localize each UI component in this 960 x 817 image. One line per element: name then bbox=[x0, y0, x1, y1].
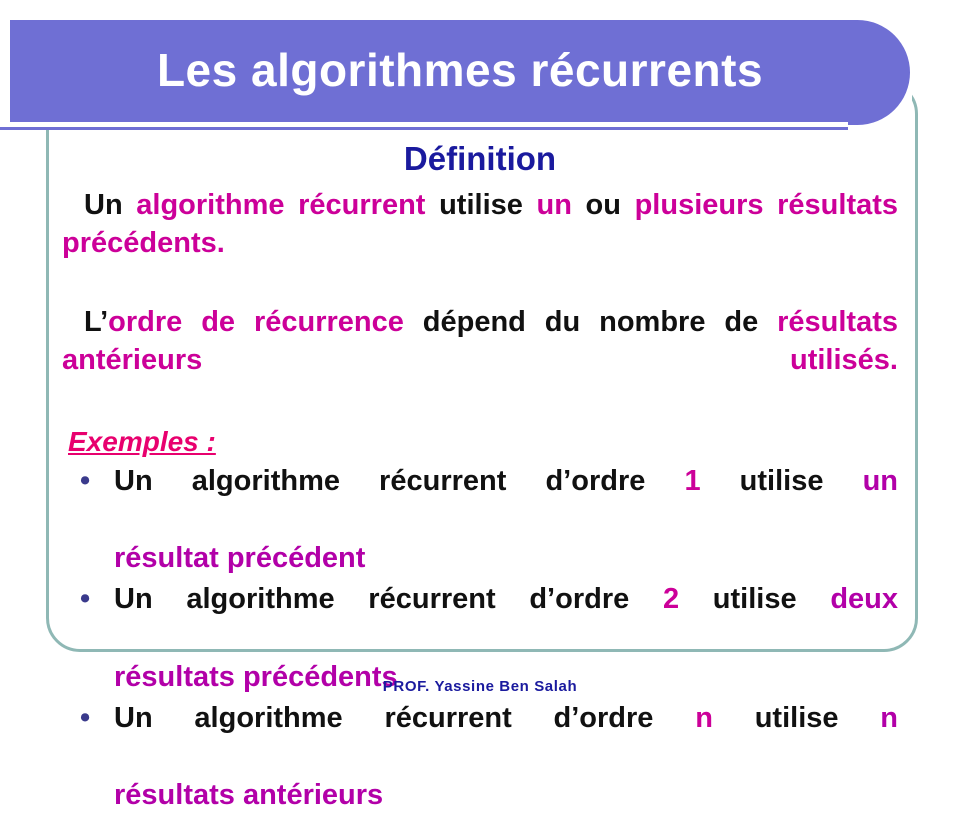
examples-list bbox=[62, 462, 898, 816]
text-segment-highlight: deux bbox=[830, 583, 898, 616]
slide-body bbox=[62, 140, 898, 817]
list-item-line-1 bbox=[114, 580, 898, 658]
text-segment: Un algorithme récurrent d’ordre bbox=[114, 701, 696, 734]
text-segment-highlight: plusieurs résultats précédents. bbox=[62, 189, 899, 260]
text-segment-highlight: ordre de récurrence bbox=[108, 305, 404, 338]
list-item bbox=[62, 462, 898, 579]
bullet-icon: • bbox=[80, 583, 91, 616]
title-underline-shadow bbox=[0, 127, 848, 130]
list-item-line-2: résultat précédent bbox=[114, 542, 366, 575]
text-segment: Un algorithme récurrent d’ordre bbox=[114, 464, 685, 497]
text-segment-order: 2 bbox=[662, 583, 680, 616]
list-item-line-2: résultats antérieurs bbox=[114, 779, 384, 812]
slide-footer: PROF. Yassine Ben Salah bbox=[382, 678, 578, 695]
text-segment-highlight: un bbox=[862, 464, 898, 497]
text-segment-order: n bbox=[695, 701, 713, 734]
list-item-line-1 bbox=[114, 699, 898, 777]
title-banner bbox=[10, 20, 910, 125]
bullet-icon: • bbox=[80, 464, 91, 497]
text-segment-highlight: algorithme récurrent bbox=[136, 189, 426, 221]
text-segment: dépend du nombre de bbox=[403, 305, 778, 338]
list-item bbox=[62, 699, 898, 816]
text-segment-highlight: résultats antérieurs utilisés. bbox=[62, 305, 898, 377]
text-segment: Un algorithme récurrent d’ordre bbox=[114, 583, 663, 616]
list-item-line-2: résultats précédents bbox=[114, 660, 398, 693]
text-segment: utilise bbox=[679, 583, 831, 616]
text-segment: utilise bbox=[425, 189, 537, 221]
bullet-icon: • bbox=[80, 701, 91, 734]
text-segment-highlight: un bbox=[536, 189, 572, 221]
section-heading: Définition bbox=[403, 140, 557, 177]
text-segment: ou bbox=[571, 189, 635, 221]
text-segment-order: 1 bbox=[684, 464, 701, 497]
list-item-line-1 bbox=[114, 462, 898, 540]
text-segment: L’ bbox=[84, 305, 109, 338]
examples-label: Exemples : bbox=[68, 425, 216, 457]
paragraph-definition-1 bbox=[62, 186, 898, 301]
text-segment-highlight: n bbox=[880, 701, 898, 734]
text-segment: Un bbox=[84, 189, 137, 221]
text-segment: utilise bbox=[712, 701, 881, 734]
page-title: Les algorithmes récurrents bbox=[156, 43, 764, 96]
paragraph-definition-2 bbox=[62, 303, 898, 418]
text-segment: utilise bbox=[700, 464, 863, 497]
